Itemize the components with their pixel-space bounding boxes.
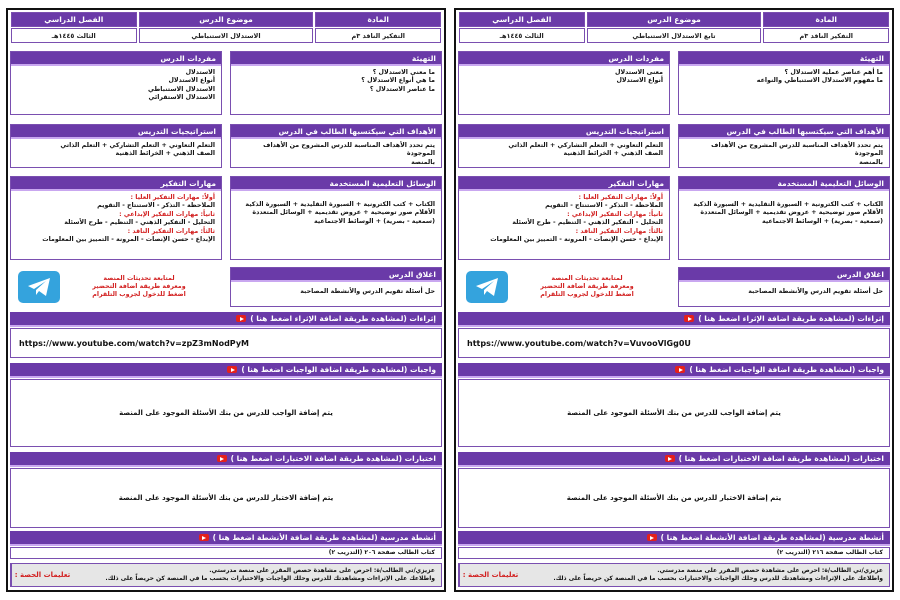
youtube-icon[interactable] [227, 366, 237, 373]
subject-label: المادة [315, 12, 441, 27]
text-line: يتم تحدد الأهداف المناسبة للدرس المشروح من الأهداف الموجودة [711, 142, 883, 158]
text-line: ومعرفة طريقة اضافة التحضير [92, 283, 186, 290]
subject-value: التفكير الناقد ٣م [763, 28, 889, 43]
tests-title: اختبارات (لمشاهدة طريقة اضافة الاختبارات اضغط هنا ) [230, 454, 436, 463]
activities-body: كتاب الطالب صفحة ٢١٦ (التدريب ٢) [458, 547, 890, 559]
header-values [458, 28, 890, 43]
vocab-title: مفردات الدرس [459, 52, 669, 66]
enrich-body [10, 328, 442, 358]
strategies-body [459, 139, 669, 162]
thinking-l3: الإبداع - حسن الإنصات - المرونة - التمييز بين المعلومات [42, 236, 215, 244]
youtube-icon[interactable] [675, 366, 685, 373]
intro-body [679, 66, 889, 89]
term-value: الثالث ١٤٤٥هـ [459, 28, 585, 43]
notes-label: تعليمات الحصة : [11, 564, 73, 586]
enrich-body [458, 328, 890, 358]
aids-body [231, 191, 441, 229]
thinking-h3: ثالثاً: مهارات التفكير الناقد : [575, 227, 663, 235]
strategies-body [11, 139, 221, 162]
closing-title: اغلاق الدرس [679, 268, 889, 282]
text-line: بالمنصة [859, 158, 883, 166]
header-labels [458, 12, 890, 27]
enrich-url[interactable]: https://www.youtube.com/watch?v=zpZ3mNodPyM [19, 338, 249, 348]
vocab-box [10, 51, 222, 115]
notes-box [10, 563, 442, 587]
thinking-l2: التحليل - التفكير الذهني - التنظيم - طرح الأسئلة [512, 219, 663, 227]
text-line: عزيزي/تي الطالب/ة: احرص على مشاهدة حصص المقرر على منصة مدرستي. [209, 567, 435, 574]
telegram-icon[interactable] [18, 271, 60, 303]
lesson-plan-page [6, 8, 446, 592]
enrich-url[interactable]: https://www.youtube.com/watch?v=VuvooVlGg0U [467, 338, 691, 348]
text-line: (سمعية - بصرية) + الوسائط الاجتماعية [314, 217, 435, 225]
homework-body [458, 379, 890, 447]
tests-body [458, 468, 890, 528]
intro-box [678, 51, 890, 115]
goals-title: الأهداف التي سيكتسبها الطالب في الدرس [679, 125, 889, 139]
thinking-title: مهارات التفكير [459, 177, 669, 191]
goals-body [231, 139, 441, 170]
youtube-icon[interactable] [665, 455, 675, 462]
goals-box [230, 124, 442, 168]
telegram-text [508, 275, 666, 299]
aids-title: الوسائل التعليمية المستخدمة [231, 177, 441, 191]
text-line: الاستدلال الاستنباطي [147, 85, 215, 93]
text-line: الكتاب + كتب الكترونية + السبورة التقليدية + السبورة الذكية [693, 201, 883, 208]
closing-title: اغلاق الدرس [231, 268, 441, 282]
term-label: الفصل الدراسي [11, 12, 137, 27]
activities-title: أنشطة مدرسية (لمشاهدة طريقة اضافة الأنشطة اضغط هنا ) [660, 533, 884, 542]
header-labels [10, 12, 442, 27]
notes-text [521, 564, 889, 586]
youtube-icon[interactable] [647, 534, 657, 541]
lesson-plan-page [454, 8, 894, 592]
text-line: (سمعية - بصرية) + الوسائط الاجتماعية [762, 217, 883, 225]
thinking-body [459, 191, 669, 247]
tests-text: يتم إضافة الاختبار للدرس من بنك الأسئلة الموجود على المنصة [566, 494, 782, 502]
text-line: واطلاعك على الإثراءات ومشاهدتك للدرس وحلك الواجبات والاختبارات بحسب ما في المنصة كن حريصاً على ذلك. [105, 574, 435, 582]
text-line: يتم تحدد الأهداف المناسبة للدرس المشروح من الأهداف الموجودة [263, 142, 435, 158]
text-line: واطلاعك على الإثراءات ومشاهدتك للدرس وحلك الواجبات والاختبارات بحسب ما في المنصة كن حريصاً على ذلك. [553, 574, 883, 582]
aids-box [230, 176, 442, 260]
strategies-title: استراتيجيات التدريس [459, 125, 669, 139]
thinking-l1: الملاحظة - التذكر - الاستنتاج - التقويم [97, 202, 215, 210]
term-label: الفصل الدراسي [459, 12, 585, 27]
youtube-icon[interactable] [684, 315, 694, 322]
text-line: ما هي أنواع الاستدلال ؟ [361, 77, 435, 85]
thinking-h1: أولاً: مهارات التفكير العليا : [578, 194, 663, 201]
text-line: لمتابعة تحديثات المنصة [551, 275, 623, 282]
header-values [10, 28, 442, 43]
strategies-box [458, 124, 670, 168]
text-line: ما عناصر الاستدلال ؟ [369, 85, 435, 93]
text-line: أنواع الاستدلال [616, 77, 663, 85]
activities-body: كتاب الطالب صفحة ٢٠٦ (التدريب ٢) [10, 547, 442, 559]
youtube-icon[interactable] [217, 455, 227, 462]
telegram-promo[interactable] [466, 268, 666, 306]
topic-label: موضوع الدرس [139, 12, 314, 27]
text-line: معنى الاستدلال [615, 69, 663, 76]
thinking-l3: الإبداع - حسن الإنصات - المرونة - التمييز بين المعلومات [490, 236, 663, 244]
goals-body [679, 139, 889, 170]
aids-title: الوسائل التعليمية المستخدمة [679, 177, 889, 191]
text-line: الصف الذهني + الخرائط الذهنية [115, 150, 215, 158]
vocab-body [459, 66, 669, 89]
enrich-title: إثراءات (لمشاهدة طريقة اضافة الإثراء اضغط هنا ) [250, 314, 436, 323]
enrich-title: إثراءات (لمشاهدة طريقة اضافة الإثراء اضغط هنا ) [698, 314, 884, 323]
text-line: بالمنصة [411, 158, 435, 166]
subject-label: المادة [763, 12, 889, 27]
youtube-icon[interactable] [199, 534, 209, 541]
intro-title: التهيئة [231, 52, 441, 66]
text-line: الكتاب + كتب الكترونية + السبورة التقليدية + السبورة الذكية [245, 201, 435, 208]
homework-text: يتم إضافة الواجب للدرس من بنك الأسئلة الموجود على المنصة [119, 409, 333, 417]
enrich-bar[interactable] [10, 312, 442, 327]
thinking-box [458, 176, 670, 260]
closing-box [230, 267, 442, 307]
term-value: الثالث ١٤٤٥هـ [11, 28, 137, 43]
text-line: اضغط للدخول لجروب التلقرام [540, 291, 634, 298]
text-line: التعلم التعاوني + التعلم التشاركي + التعلم الذاتي [60, 142, 215, 149]
homework-body [10, 379, 442, 447]
thinking-title: مهارات التفكير [11, 177, 221, 191]
activities-title: أنشطة مدرسية (لمشاهدة طريقة اضافة الأنشطة اضغط هنا ) [212, 533, 436, 542]
text-line: الصف الذهني + الخرائط الذهنية [563, 150, 663, 158]
closing-body: حل أسئلة تقويم الدرس والأنشطة المصاحبة [300, 288, 435, 295]
goals-box [678, 124, 890, 168]
thinking-box [10, 176, 222, 260]
aids-body [679, 191, 889, 229]
homework-title: واجبات (لمشاهدة طريقة اضافة الواجبات اضغط هنا ) [689, 365, 884, 374]
text-line: التعلم التعاوني + التعلم التشاركي + التعلم الذاتي [508, 142, 663, 149]
thinking-h1: أولاً: مهارات التفكير العليا : [130, 194, 215, 201]
strategies-title: استراتيجيات التدريس [11, 125, 221, 139]
telegram-promo[interactable] [18, 268, 218, 306]
tests-text: يتم إضافة الاختبار للدرس من بنك الأسئلة الموجود على المنصة [118, 494, 334, 502]
text-line: الأقلام صور توضيحية + عروض تقديمية + الوسائل المتعددة [252, 209, 435, 217]
thinking-h2: ثانياً: مهارات التفكير الإبداعي : [119, 210, 215, 218]
intro-title: التهيئة [679, 52, 889, 66]
text-line: الاستدلال [185, 69, 215, 76]
thinking-body [11, 191, 221, 247]
text-line: الاستدلال الاستقرائي [148, 94, 215, 102]
enrich-bar[interactable] [458, 312, 890, 327]
vocab-body [11, 66, 221, 106]
text-line: اضغط للدخول لجروب التلقرام [92, 291, 186, 298]
aids-box [678, 176, 890, 260]
topic-label: موضوع الدرس [587, 12, 762, 27]
tests-body [10, 468, 442, 528]
thinking-h2: ثانياً: مهارات التفكير الإبداعي : [567, 210, 663, 218]
notes-label: تعليمات الحصة : [459, 564, 521, 586]
tests-bar[interactable] [458, 452, 890, 467]
vocab-box [458, 51, 670, 115]
text-line: أنواع الاستدلال [168, 77, 215, 85]
tests-title: اختبارات (لمشاهدة طريقة اضافة الاختبارات اضغط هنا ) [678, 454, 884, 463]
topic-value: الاستدلال الاستنباطي [139, 28, 314, 43]
telegram-text [60, 275, 218, 299]
goals-title: الأهداف التي سيكتسبها الطالب في الدرس [231, 125, 441, 139]
homework-bar[interactable] [458, 363, 890, 378]
telegram-icon[interactable] [466, 271, 508, 303]
text-line: ما أهم عناصر عملية الاستدلال ؟ [784, 69, 883, 76]
text-line: عزيزي/تي الطالب/ة: احرص على مشاهدة حصص المقرر على منصة مدرستي. [657, 567, 883, 574]
text-line: ما مفهوم الاستدلال الاستنباطي والنواعه [756, 77, 883, 85]
vocab-title: مفردات الدرس [11, 52, 221, 66]
tests-bar[interactable] [10, 452, 442, 467]
thinking-l2: التحليل - التفكير الذهني - التنظيم - طرح الأسئلة [64, 219, 215, 227]
text-line: ومعرفة طريقة اضافة التحضير [540, 283, 634, 290]
homework-bar[interactable] [10, 363, 442, 378]
thinking-l1: الملاحظة - التذكر - الاستنتاج - التقويم [545, 202, 663, 210]
text-line: الأقلام صور توضيحية + عروض تقديمية + الوسائل المتعددة [700, 209, 883, 217]
notes-text [73, 564, 441, 586]
text-line: ما معنى الاستدلال ؟ [372, 69, 435, 76]
subject-value: التفكير الناقد ٣م [315, 28, 441, 43]
intro-body [231, 66, 441, 97]
homework-title: واجبات (لمشاهدة طريقة اضافة الواجبات اضغط هنا ) [241, 365, 436, 374]
activities-bar[interactable] [10, 531, 442, 546]
strategies-box [10, 124, 222, 168]
homework-text: يتم إضافة الواجب للدرس من بنك الأسئلة الموجود على المنصة [567, 409, 781, 417]
thinking-h3: ثالثاً: مهارات التفكير الناقد : [127, 227, 215, 235]
notes-box [458, 563, 890, 587]
activities-bar[interactable] [458, 531, 890, 546]
closing-box [678, 267, 890, 307]
intro-box [230, 51, 442, 115]
youtube-icon[interactable] [236, 315, 246, 322]
closing-body: حل أسئلة تقويم الدرس والأنشطة المصاحبة [748, 288, 883, 295]
text-line: لمتابعة تحديثات المنصة [103, 275, 175, 282]
topic-value: تابع الاستدلال الاستنباطي [587, 28, 762, 43]
